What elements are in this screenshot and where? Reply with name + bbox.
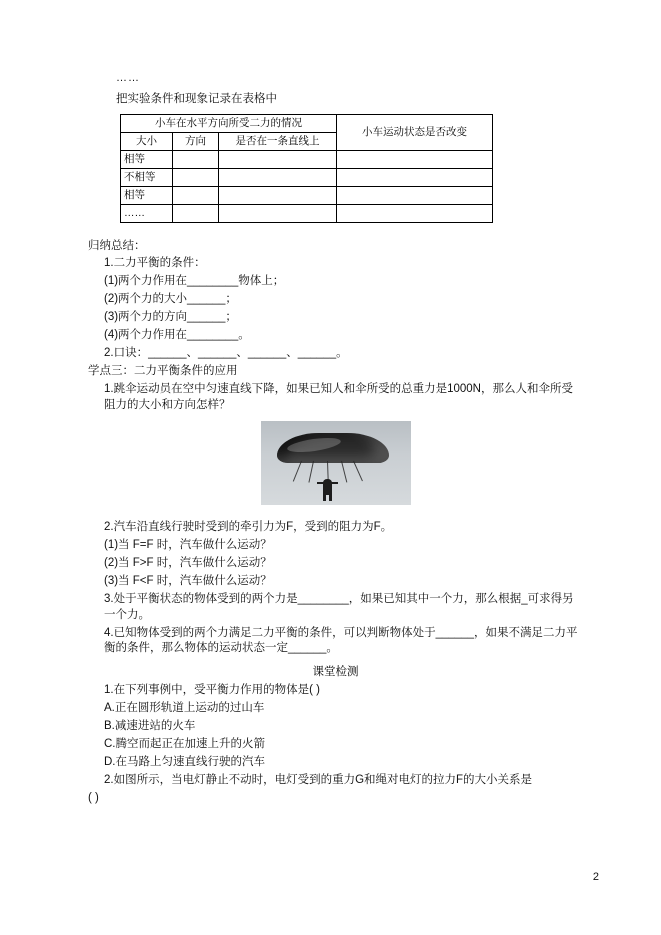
summary-item1-title: 1.二力平衡的条件： xyxy=(104,257,206,269)
table-cell xyxy=(219,187,337,205)
test-question1-option-b: B.减速进站的火车 xyxy=(104,719,196,732)
table-row xyxy=(121,151,493,169)
test-question2: 2.如图所示，当电灯静止不动时，电灯受到的重力G和绳对电灯的拉力F的大小关系是 xyxy=(104,773,533,786)
ellipsis-text: …… xyxy=(116,72,140,84)
table-cell xyxy=(173,169,219,187)
test-question1-option-a: A.正在圆形轨道上运动的过山车 xyxy=(104,701,265,714)
table-cell xyxy=(337,187,493,205)
table-row xyxy=(121,205,493,223)
point3-question2-sub1: (1)当 F=F 时，汽车做什么运动？ xyxy=(104,539,272,552)
table-header-main: 小车在水平方向所受二力的情况 xyxy=(121,115,337,133)
table-subheader-direction: 方向 xyxy=(173,133,219,151)
summary-item2: 2.口诀：______、______、______、______。 xyxy=(104,347,348,360)
table-cell-label: 不相等 xyxy=(121,169,173,187)
table-cell xyxy=(173,151,219,169)
table-header-right: 小车运动状态是否改变 xyxy=(337,115,493,151)
point3-question1: 1.跳伞运动员在空中匀速直线下降，如果已知人和伞所受的总重力是1000N，那么人和伞所受阻力的大小和方向怎样？ xyxy=(104,383,573,411)
table-row xyxy=(121,187,493,205)
table-cell xyxy=(173,205,219,223)
point3-question3: 3.处于平衡状态的物体受到的两个力是________，如果已知其中一个力，那么根据_可求得另一个力。 xyxy=(104,593,574,621)
test-question1-option-c: C.腾空而起正在加速上升的火箭 xyxy=(104,737,265,750)
table-cell-label: …… xyxy=(121,205,173,223)
table-cell xyxy=(219,169,337,187)
experiment-table xyxy=(120,114,493,223)
test-question2-answer-blank: ( ) xyxy=(88,791,99,804)
table-row xyxy=(121,169,493,187)
point3-question2-sub2: (2)当 F>F 时，汽车做什么运动？ xyxy=(104,557,272,570)
lead-text: 把实验条件和现象记录在表格中 xyxy=(116,93,277,105)
table-subheader-size: 大小 xyxy=(121,133,173,151)
table-subheader-sameline: 是否在一条直线上 xyxy=(219,133,337,151)
test-question1: 1.在下列事例中，受平衡力作用的物体是( ) xyxy=(104,683,320,696)
table-cell xyxy=(173,187,219,205)
point3-question2-sub3: (3)当 F<F 时，汽车做什么运动？ xyxy=(104,575,272,588)
parachute-image xyxy=(261,421,411,505)
summary-item1-sub2: (2)两个力的大小______； xyxy=(104,293,237,306)
table-cell xyxy=(337,169,493,187)
parachute-canopy-icon xyxy=(277,433,389,463)
point3-question4: 4.已知物体受到的两个力满足二力平衡的条件，可以判断物体处于______，如果不满足二力平衡的条件，那么物体的运动状态一定______。 xyxy=(104,626,578,655)
summary-item1-sub4: (4)两个力作用在________。 xyxy=(104,329,250,342)
table-cell-label: 相等 xyxy=(121,187,173,205)
table-cell xyxy=(337,151,493,169)
point3-question2: 2.汽车沿直线行驶时受到的牵引力为F，受到的阻力为F。 xyxy=(104,521,393,534)
parachutist-icon xyxy=(323,479,332,495)
page-number: 2 xyxy=(592,871,599,883)
table-cell xyxy=(219,205,337,223)
table-cell xyxy=(219,151,337,169)
table-cell xyxy=(337,205,493,223)
test-section-title: 课堂检测 xyxy=(312,665,359,678)
table-cell-label: 相等 xyxy=(121,151,173,169)
point3-title: 学点三：二力平衡条件的应用 xyxy=(88,365,238,378)
test-question1-option-d: D.在马路上匀速直线行驶的汽车 xyxy=(104,755,265,768)
table-header-row xyxy=(121,115,493,133)
summary-item1-sub3: (3)两个力的方向______； xyxy=(104,311,237,324)
summary-item1-sub1: (1)两个力作用在________物体上； xyxy=(104,275,285,288)
parachute-figure xyxy=(88,421,583,510)
summary-title: 归纳总结： xyxy=(88,240,146,252)
